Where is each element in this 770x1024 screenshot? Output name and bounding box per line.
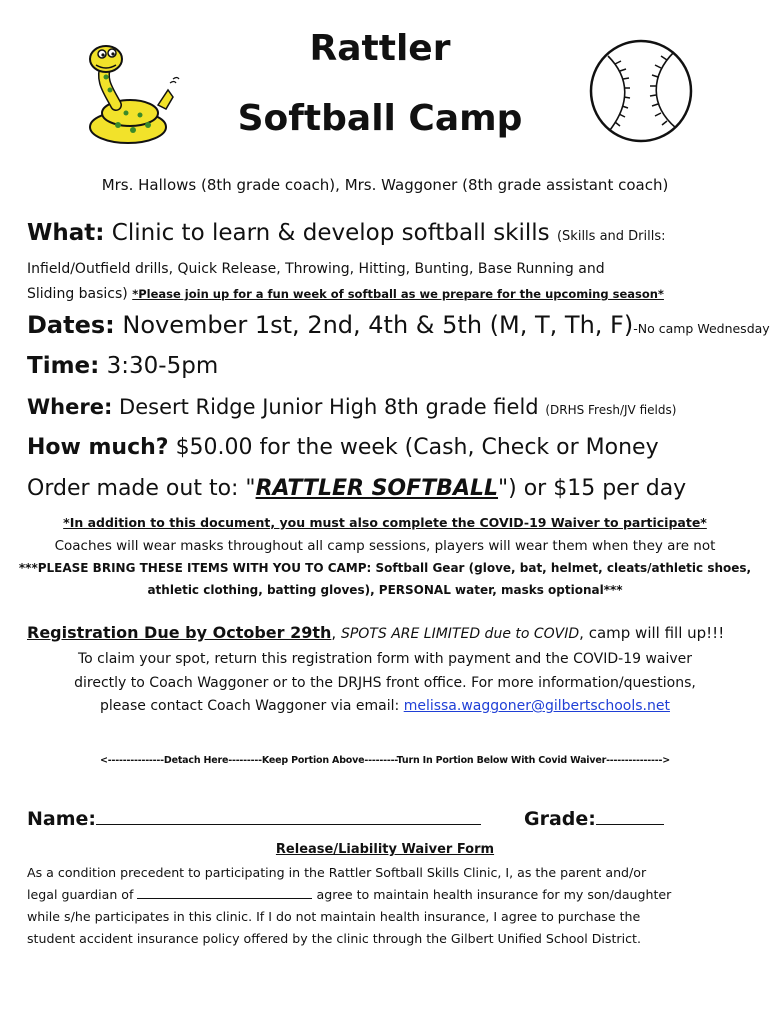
where-line: [27, 395, 742, 419]
name-field[interactable]: [27, 808, 481, 830]
what-line: [27, 220, 742, 246]
spots-limited: SPOTS ARE LIMITED due to COVID: [340, 626, 580, 642]
bring-notice-2: athletic clothing, batting gloves), PERSONAL water, masks optional***: [147, 583, 623, 597]
name-label: Name:: [27, 808, 97, 830]
grade-blank[interactable]: [596, 824, 664, 825]
cost-line2: [27, 476, 742, 501]
where-note: (DRHS Fresh/JV fields): [545, 403, 677, 417]
where-text: Desert Ridge Junior High 8th grade field: [119, 395, 539, 419]
where-label: Where:: [27, 395, 113, 419]
what-label: What:: [27, 220, 105, 246]
waiver-line4: student accident insurance policy offered by the clinic through the Gilbert Unified School District.: [27, 931, 641, 946]
covid-notice: *In addition to this document, you must also complete the COVID-19 Waiver to participate*: [63, 515, 707, 530]
waiver-line3: while s/he participates in this clinic. If I do not maintain health insurance, I agree to purchase the: [27, 909, 641, 924]
bring-notice-1: ***PLEASE BRING THESE ITEMS WITH YOU TO CAMP: Softball Gear (glove, bat, helmet, cleats/athletic shoes,: [18, 561, 752, 575]
dates-note: -No camp Wednesday: [633, 321, 770, 336]
time-line: [27, 353, 742, 379]
snake-mascot-icon: [78, 35, 188, 150]
registration-line: Registration Due by October 29th, SPOTS ARE LIMITED due to COVID, camp will fill up!!!: [27, 623, 725, 642]
cost-label: How much?: [27, 435, 169, 460]
page-title: Rattler: [309, 28, 451, 69]
waiver-line2a: legal guardian of: [27, 887, 134, 902]
cost-text2a: Order made out to: ": [27, 476, 256, 501]
email-link[interactable]: melissa.waggoner@gilbertschools.net: [403, 698, 670, 714]
season-note: *Please join up for a fun week of softball as we prepare for the upcoming season*: [132, 287, 664, 301]
registration-line4: [0, 698, 770, 714]
what-line3-text: Sliding basics): [27, 286, 128, 302]
time-label: Time:: [27, 353, 100, 379]
what-text: Clinic to learn & develop softball skills: [111, 220, 550, 246]
coaches-line: Mrs. Hallows (8th grade coach), Mrs. Waggoner (8th grade assistant coach): [101, 176, 669, 194]
contact-text: please contact Coach Waggoner via email:: [100, 698, 400, 714]
cost-text2b: ") or $15 per day: [498, 476, 687, 501]
waiver-title: Release/Liability Waiver Form: [275, 842, 495, 857]
what-small: (Skills and Drills:: [556, 229, 666, 244]
name-blank[interactable]: [96, 824, 481, 825]
what-line3: [27, 286, 742, 302]
waiver-line2: [27, 887, 742, 902]
time-text: 3:30-5pm: [106, 353, 219, 379]
cost-line1: [27, 435, 742, 460]
page-subtitle: Softball Camp: [237, 98, 523, 139]
registration-label: Registration Due by October 29th: [27, 623, 332, 642]
waiver-line1: As a condition precedent to participating in the Rattler Softball Skills Clinic, I, as the parent and/or: [27, 865, 647, 880]
grade-field[interactable]: [524, 808, 664, 830]
dates-label: Dates:: [27, 311, 115, 339]
payee: RATTLER SOFTBALL: [255, 476, 499, 501]
grade-label: Grade:: [524, 808, 596, 830]
dates-text: November 1st, 2nd, 4th & 5th (M, T, Th, F): [122, 311, 634, 339]
masks-notice: Coaches will wear masks throughout all camp sessions, players will wear them when they are not: [54, 538, 716, 554]
softball-icon: [588, 38, 694, 144]
waiver-line2b: agree to maintain health insurance for my son/daughter: [316, 887, 672, 902]
cost-text1: $50.00 for the week (Cash, Check or Money: [175, 435, 659, 460]
registration-line2: To claim your spot, return this registration form with payment and the COVID-19 waiver: [77, 651, 693, 667]
guardian-blank[interactable]: [137, 898, 312, 899]
registration-line3: directly to Coach Waggoner or to the DRJHS front office. For more information/questions,: [74, 675, 696, 691]
what-line2: Infield/Outfield drills, Quick Release, Throwing, Hitting, Bunting, Base Running and: [27, 261, 605, 277]
registration-rest: , camp will fill up!!!: [579, 624, 725, 642]
detach-line: <---------------Detach Here---------Keep Portion Above---------Turn In Portion Below With Covid Waiver--------------->: [100, 755, 670, 766]
dates-line: [27, 311, 770, 339]
